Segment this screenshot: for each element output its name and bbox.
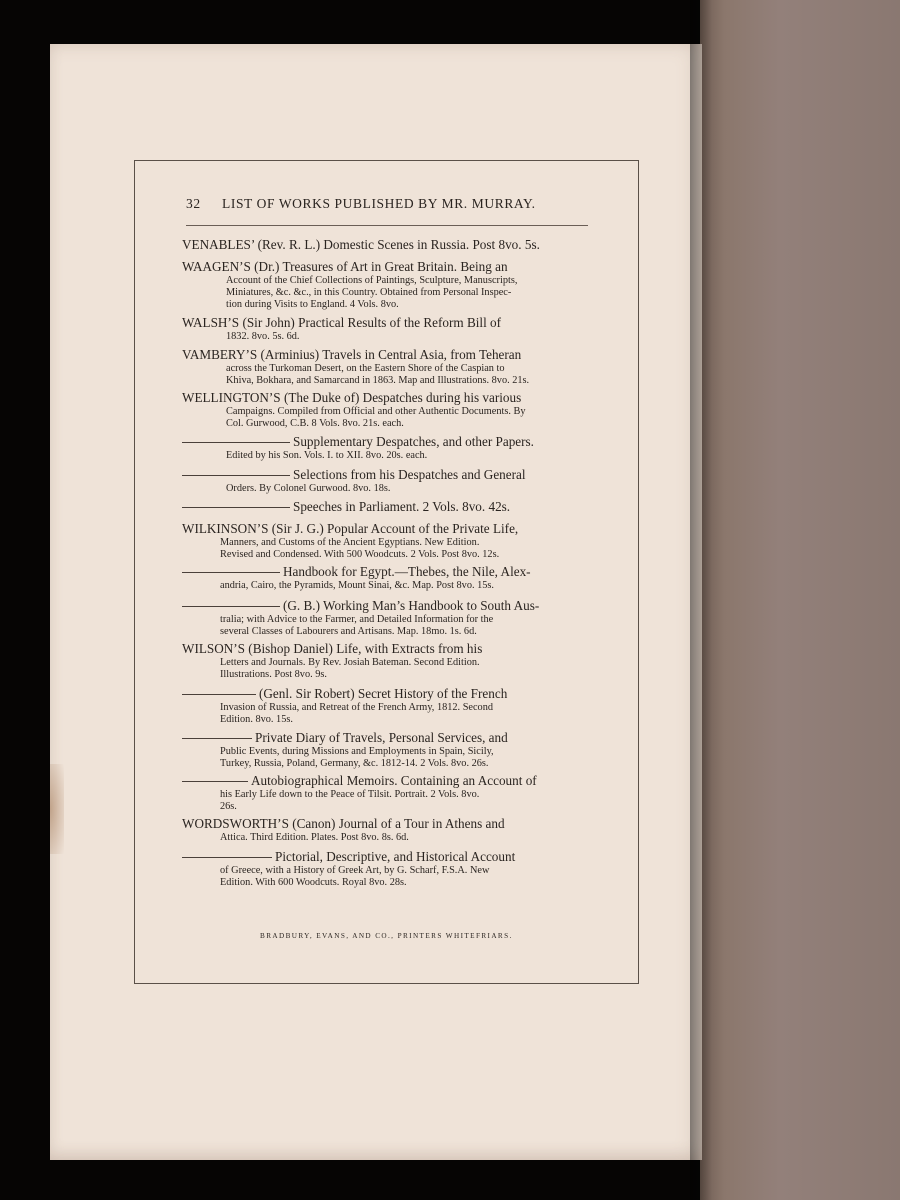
ditto-rule [182, 857, 272, 858]
catalog-entry [182, 815, 588, 844]
entry-detail-line: 26s. [220, 801, 237, 812]
entry-detail-line: across the Turkoman Desert, on the Eastern Shore of the Caspian to [226, 363, 505, 374]
entry-title-line: Private Diary of Travels, Personal Services, and [255, 730, 508, 745]
running-head [186, 193, 586, 215]
catalog-entry [182, 597, 588, 638]
entry-detail-line: andria, Cairo, the Pyramids, Mount Sinai, &c. Map. Post 8vo. 15s. [220, 580, 494, 591]
catalog-entry [182, 848, 588, 889]
catalog-entry [182, 433, 588, 462]
entry-title-line: Supplementary Despatches, and other Papers. [293, 434, 534, 449]
ditto-rule [182, 606, 280, 607]
ditto-rule [182, 442, 290, 443]
ditto-rule [182, 507, 290, 508]
catalog-entry [182, 772, 588, 813]
entry-detail-line: Account of the Chief Collections of Paintings, Sculpture, Manuscripts, [226, 275, 518, 286]
entry-title-line-wrap [182, 498, 588, 515]
entry-title-line-wrap [182, 685, 588, 702]
entry-detail-line: Edition. With 600 Woodcuts. Royal 8vo. 28s. [220, 877, 407, 888]
catalog-entry [182, 640, 588, 681]
entry-detail-line: Invasion of Russia, and Retreat of the French Army, 1812. Second [220, 702, 494, 713]
entry-detail-line: tralia; with Advice to the Farmer, and Detailed Information for the [220, 614, 494, 625]
entry-title-line-wrap [182, 597, 588, 614]
catalog-entry [182, 466, 588, 495]
entry-title-line-wrap [182, 729, 588, 746]
page-number: 32 [186, 196, 201, 211]
entry-title-line: Handbook for Egypt.—Thebes, the Nile, Alex- [283, 564, 531, 579]
entry-title-line-wrap [182, 563, 588, 580]
catalog-entry [182, 520, 588, 561]
entry-detail-line: Orders. By Colonel Gurwood. 8vo. 18s. [226, 483, 391, 494]
entry-detail-line: several Classes of Labourers and Artisans. Map. 18mo. 1s. 6d. [220, 626, 477, 637]
head-rule [186, 225, 588, 226]
entry-detail-line: Turkey, Russia, Poland, Germany, &c. 1812-14. 2 Vols. 8vo. 26s. [220, 758, 489, 769]
catalog-entry [182, 685, 588, 726]
entry-title-line-wrap [182, 466, 588, 483]
entry-title-line: WILKINSON’S (Sir J. G.) Popular Account of the Private Life, [182, 521, 519, 536]
entry-detail-line: Col. Gurwood, C.B. 8 Vols. 8vo. 21s. each. [226, 418, 404, 429]
catalog-entry [182, 236, 588, 253]
entry-title-line: WALSH’S (Sir John) Practical Results of the Reform Bill of [182, 315, 502, 330]
entry-title-line: Selections from his Despatches and General [293, 467, 526, 482]
catalog-entry [182, 563, 588, 592]
catalog-entry [182, 258, 588, 311]
ditto-rule [182, 738, 252, 739]
running-head-title: LIST OF WORKS PUBLISHED BY MR. MURRAY. [222, 196, 536, 211]
entry-detail-line: his Early Life down to the Peace of Tilsit. Portrait. 2 Vols. 8vo. [220, 789, 480, 800]
entry-title-line: Speeches in Parliament. 2 Vols. 8vo. 42s. [293, 499, 511, 514]
entry-title-line: VENABLES’ (Rev. R. L.) Domestic Scenes in Russia. Post 8vo. 5s. [182, 237, 540, 252]
entry-detail-line: Edition. 8vo. 15s. [220, 714, 293, 725]
entry-detail-line: Revised and Condensed. With 500 Woodcuts. 2 Vols. Post 8vo. 12s. [220, 549, 500, 560]
book-cover [700, 0, 900, 1200]
entry-title-line: VAMBERY’S (Arminius) Travels in Central Asia, from Teheran [182, 347, 522, 362]
entry-title-line: Autobiographical Memoirs. Containing an Account of [251, 773, 537, 788]
ditto-rule [182, 694, 256, 695]
entry-detail-line: Letters and Journals. By Rev. Josiah Bateman. Second Edition. [220, 657, 480, 668]
entry-title-line-wrap [182, 772, 588, 789]
entry-title-line: (Genl. Sir Robert) Secret History of the French [259, 686, 508, 701]
entry-detail-line: Edited by his Son. Vols. I. to XII. 8vo. 20s. each. [226, 450, 428, 461]
entry-title-line: WORDSWORTH’S (Canon) Journal of a Tour in Athens and [182, 816, 505, 831]
ditto-rule [182, 572, 280, 573]
entry-detail-line: tion during Visits to England. 4 Vols. 8vo. [226, 299, 399, 310]
entry-title-line: WELLINGTON’S (The Duke of) Despatches during his various [182, 390, 522, 405]
entry-detail-line: Illustrations. Post 8vo. 9s. [220, 669, 327, 680]
entry-detail-line: Manners, and Customs of the Ancient Egyptians. New Edition. [220, 537, 480, 548]
ditto-rule [182, 781, 248, 782]
catalog-entry [182, 498, 588, 515]
catalog-entry [182, 314, 588, 343]
entry-detail-line: Campaigns. Compiled from Official and other Authentic Documents. By [226, 406, 526, 417]
entry-title-line-wrap [182, 433, 588, 450]
printer-imprint: BRADBURY, EVANS, AND CO., PRINTERS WHITEFRIARS. [260, 932, 513, 940]
catalog-entry [182, 729, 588, 770]
entry-detail-line: Public Events, during Missions and Employments in Spain, Sicily, [220, 746, 494, 757]
entry-title-line: (G. B.) Working Man’s Handbook to South Aus- [283, 598, 540, 613]
entry-title-line: WILSON’S (Bishop Daniel) Life, with Extracts from his [182, 641, 483, 656]
page-stain [50, 764, 64, 854]
entry-detail-line: Attica. Third Edition. Plates. Post 8vo. 8s. 6d. [220, 832, 409, 843]
entry-detail-line: Miniatures, &c. &c., in this Country. Obtained from Personal Inspec- [226, 287, 512, 298]
entry-title-line-wrap [182, 848, 588, 865]
entry-detail-line: Khiva, Bokhara, and Samarcand in 1863. Map and Illustrations. 8vo. 21s. [226, 375, 530, 386]
page-edge-shadow [690, 0, 712, 1200]
entry-title-line: WAAGEN’S (Dr.) Treasures of Art in Great Britain. Being an [182, 259, 508, 274]
entry-title-line: Pictorial, Descriptive, and Historical Account [275, 849, 516, 864]
entry-detail-line: 1832. 8vo. 5s. 6d. [226, 331, 300, 342]
entry-detail-line: of Greece, with a History of Greek Art, by G. Scharf, F.S.A. New [220, 865, 490, 876]
catalog-entry [182, 389, 588, 430]
ditto-rule [182, 475, 290, 476]
catalog-entry [182, 346, 588, 387]
